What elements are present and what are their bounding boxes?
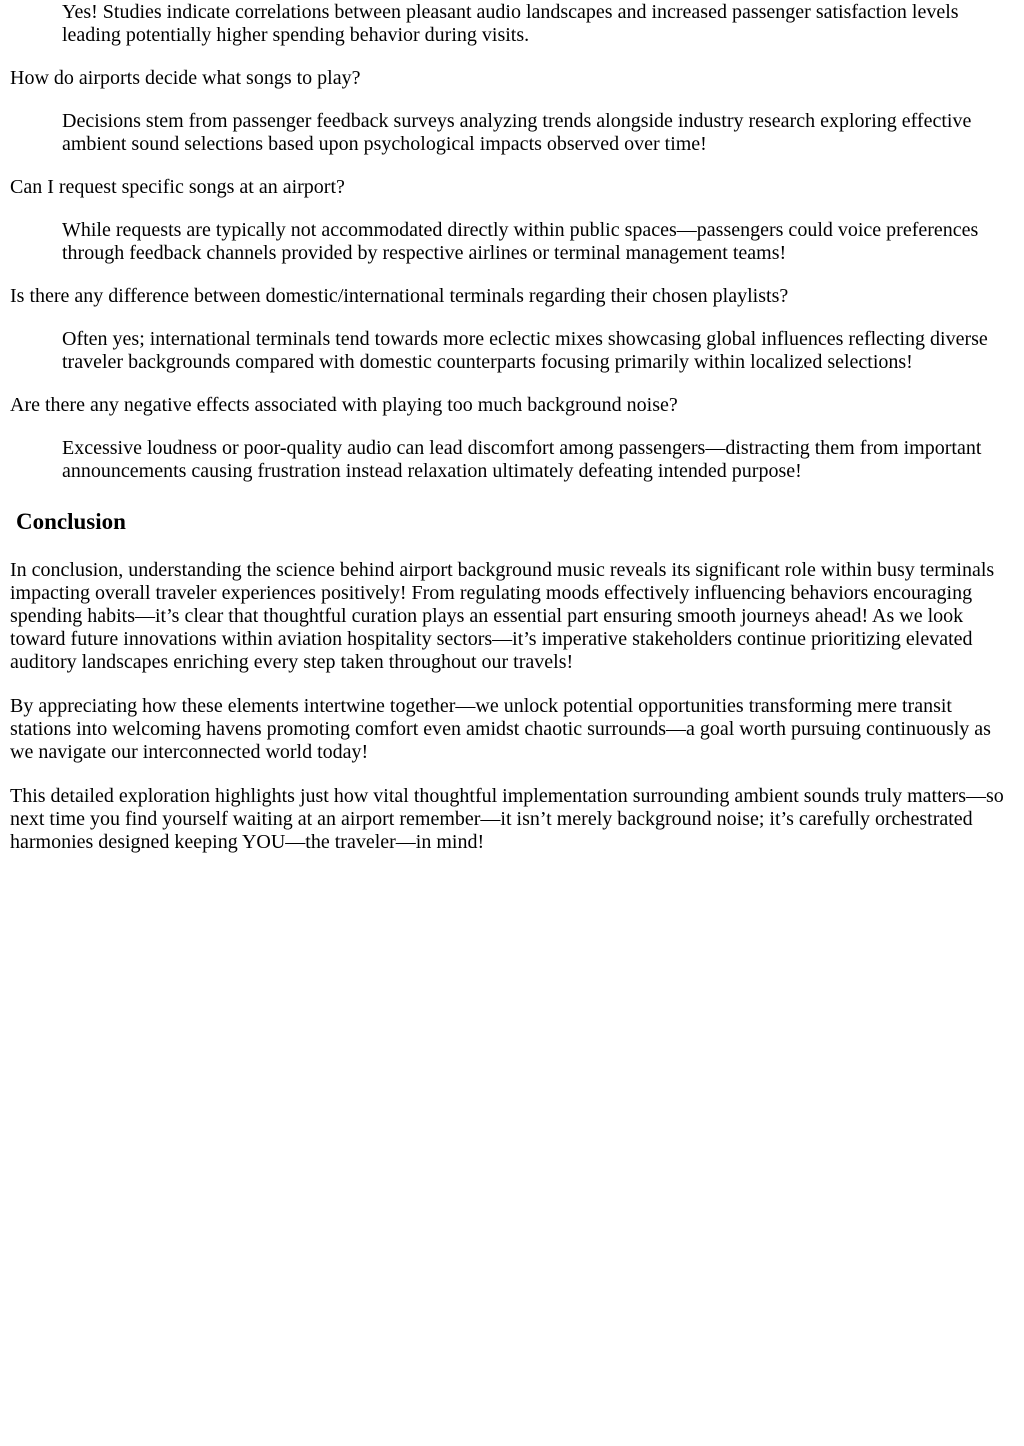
faq-list (10, 0, 1015, 483)
faq-question: How do airports decide what songs to play? (10, 67, 361, 89)
faq-question: Can I request specific songs at an airport? (10, 176, 345, 198)
faq-answer: Excessive loudness or poor-quality audio can lead discomfort among passengers—distracting them from important announcements causing frustration instead relaxation ultimately defeating intended purpose! (62, 437, 982, 482)
faq-answer: Often yes; international terminals tend towards more eclectic mixes showcasing global influences reflecting diverse traveler backgrounds compared with domestic counterparts focusing primarily within localized selections! (62, 328, 988, 373)
faq-answer: Yes! Studies indicate correlations between pleasant audio landscapes and increased passenger satisfaction levels leading potentially higher spending behavior during visits. (62, 1, 959, 46)
conclusion-paragraph: In conclusion, understanding the science behind airport background music reveals its significant role within busy terminals impacting overall traveler experiences positively! From regulating moods effectively influencing behaviors encouraging spending habits—it’s clear that thoughtful curation plays an essential part ensuring smooth journeys ahead! As we look toward future innovations within aviation hospitality sectors—it’s imperative stakeholders continue prioritizing elevated auditory landscapes enriching every step taken throughout our travels! (10, 559, 995, 673)
article-body (10, 0, 1015, 854)
faq-answer: Decisions stem from passenger feedback surveys analyzing trends alongside industry research exploring effective ambient sound selections based upon psychological impacts observed over time! (62, 110, 972, 155)
conclusion-paragraph: This detailed exploration highlights just how vital thoughtful implementation surrounding ambient sounds truly matters—so next time you find yourself waiting at an airport remember—it isn’t merely background noise; it’s carefully orchestrated harmonies designed keeping YOU—the traveler—in mind! (10, 785, 1004, 853)
faq-question: Is there any difference between domestic/international terminals regarding their chosen playlists? (10, 285, 789, 307)
conclusion-paragraph: By appreciating how these elements intertwine together—we unlock potential opportunities transforming mere transit stations into welcoming havens promoting comfort even amidst chaotic surrounds—a goal worth pursuing continuously as we navigate our interconnected world today! (10, 695, 991, 763)
faq-question: Are there any negative effects associated with playing too much background noise? (10, 394, 678, 416)
faq-answer: While requests are typically not accommodated directly within public spaces—passengers could voice preferences through feedback channels provided by respective airlines or terminal management teams! (62, 219, 979, 264)
conclusion-heading: Conclusion (16, 509, 126, 534)
